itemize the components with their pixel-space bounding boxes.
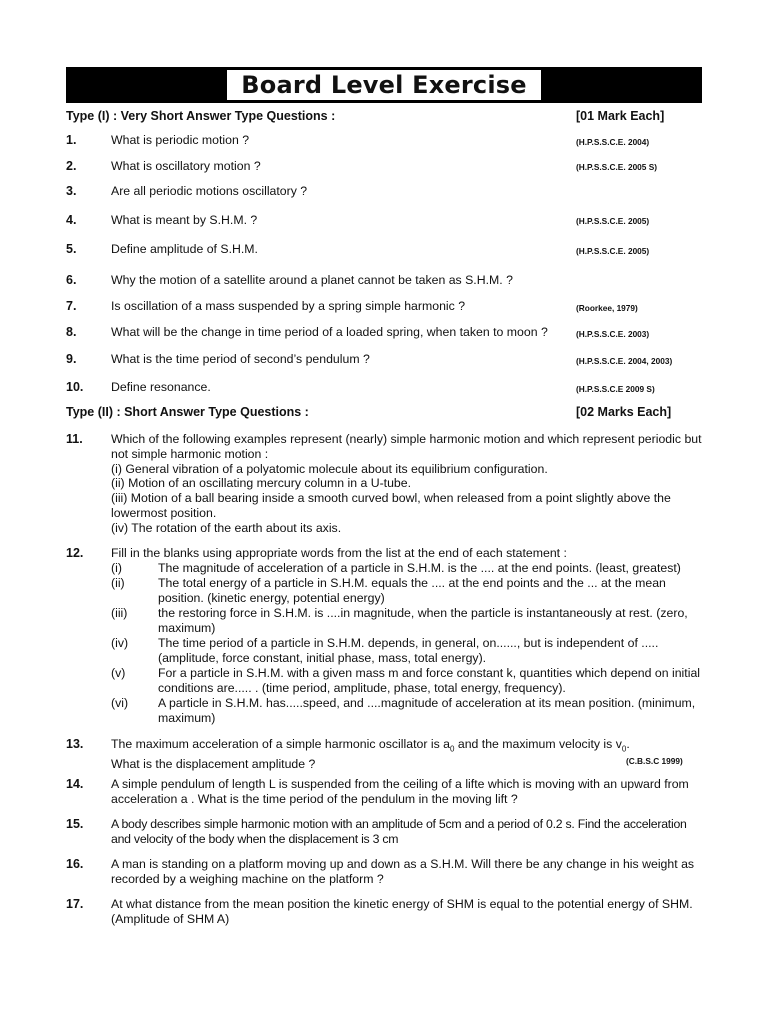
question-number: 11. [66,432,83,446]
item-numeral: (v) [111,666,126,680]
question-number: 14. [66,777,84,791]
question-number: 17. [66,897,84,911]
question-source: (H.P.S.S.C.E. 2003) [576,329,650,339]
question-number: 2. [66,159,77,173]
question-text: What will be the change in time period of a loaded spring, when taken to moon ? [111,325,548,339]
question-text: A body describes simple harmonic motion with an amplitude of 5cm and a period of 0.2 s. Find the acceleration and velocity of the body when the displacement is 3 cm [111,817,687,846]
option-line: (iv) The rotation of the earth about its axis. [111,520,342,535]
question-text: A man is standing on a platform moving up and down as a S.H.M. Will there be any change in his weight as recorded by a weighing machine on the platform ? [111,857,695,886]
question-text: Which of the following examples represent (nearly) simple harmonic motion and which represent periodic but not simple harmonic motion : [111,432,702,461]
question-source: (H.P.S.S.C.E. 2005) [576,246,650,256]
question-number: 4. [66,213,77,227]
question-number: 13. [66,737,84,751]
question-number: 1. [66,133,77,147]
question-number: 8. [66,325,77,339]
question-number: 15. [66,817,84,831]
section-heading-type-1: Type (I) : Very Short Answer Type Questions : [66,109,336,123]
question-text: A simple pendulum of length L is suspended from the ceiling of a lifte which is moving with an upward from acceleration a . What is the time period of the pendulum in the moving lift ? [111,777,689,806]
item-text: The total energy of a particle in S.H.M. equals the .... at the end points and the ... at the mean position. (kinetic energy, potential energy) [158,576,666,605]
item-numeral: (iv) [111,636,129,650]
question-text: Define amplitude of S.H.M. [111,242,258,256]
text-part: The maximum acceleration of a simple harmonic oscillator is a [111,737,450,751]
question-source: (H.P.S.S.C.E 2009 S) [576,384,655,394]
question-text: Is oscillation of a mass suspended by a spring simple harmonic ? [111,299,466,313]
item-text: A particle in S.H.M. has.....speed, and ....magnitude of acceleration at its mean position. (minimum, maximum) [158,696,696,725]
question-text: What is meant by S.H.M. ? [111,213,258,227]
question-text: What is the time period of second’s pendulum ? [111,352,370,366]
question-text: Why the motion of a satellite around a planet cannot be taken as S.H.M. ? [111,273,513,287]
item-text: The magnitude of acceleration of a particle in S.H.M. is the .... at the end points. (least, greatest) [158,561,681,575]
option-line: (ii) Motion of an oscillating mercury column in a U-tube. [111,476,412,491]
question-line: What is the displacement amplitude ? [111,757,316,772]
question-source: (H.P.S.S.C.E. 2005) [576,216,650,226]
question-text [111,737,705,772]
question-source: (H.P.S.S.C.E. 2005 S) [576,162,658,172]
text-part: . [626,737,630,751]
item-numeral: (vi) [111,696,129,710]
item-numeral: (iii) [111,606,128,620]
question-text: What is oscillatory motion ? [111,159,261,173]
section-marks-type-1: [01 Mark Each] [576,109,665,123]
item-text: the restoring force in S.H.M. is ....in magnitude, when the particle is instantaneously at rest. (zero, maximum) [158,606,688,635]
question-number: 6. [66,273,77,287]
item-text: For a particle in S.H.M. with a given mass m and force constant k, quantities which depend on initial conditions are..... . (time period, amplitude, phase, total energy, frequency). [158,666,701,695]
option-line: (iii) Motion of a ball bearing inside a smooth curved bowl, when released from a point slightly above the lowermost position. [111,491,671,520]
question-source: (H.P.S.S.C.E. 2004) [576,137,650,147]
question-line [111,737,705,757]
question-text: At what distance from the mean position the kinetic energy of SHM is equal to the potential energy of SHM. (Amplitude of SHM A) [111,897,693,926]
section-heading-type-2: Type (II) : Short Answer Type Questions : [66,405,309,419]
question-number: 16. [66,857,84,871]
question-number: 7. [66,299,77,313]
question-source: (C.B.S.C 1999) [626,756,683,766]
question-text: Define resonance. [111,380,211,394]
item-numeral: (i) [111,561,122,575]
item-numeral: (ii) [111,576,125,590]
question-text: What is periodic motion ? [111,133,250,147]
question-number: 9. [66,352,77,366]
question-text: Fill in the blanks using appropriate words from the list at the end of each statement : [111,546,567,560]
option-line: (i) General vibration of a polyatomic molecule about its equilibrium configuration. [111,461,548,476]
question-number: 3. [66,184,77,198]
question-source: (Roorkee, 1979) [576,303,638,313]
question-body [111,432,705,536]
question-number: 10. [66,380,84,394]
item-text: The time period of a particle in S.H.M. depends, in general, on......, but is independent of .....(amplitude, force constant, initial phase, mass, total energy). [158,636,659,665]
subscript: 0 [621,744,627,754]
section-marks-type-2: [02 Marks Each] [576,405,672,419]
subscript: 0 [449,744,455,754]
question-source: (H.P.S.S.C.E. 2004, 2003) [576,356,673,366]
page-title: Board Level Exercise [226,69,542,101]
question-number: 5. [66,242,77,256]
question-text: Are all periodic motions oscillatory ? [111,184,308,198]
text-part: and the maximum velocity is v [454,737,622,751]
question-number: 12. [66,546,84,560]
